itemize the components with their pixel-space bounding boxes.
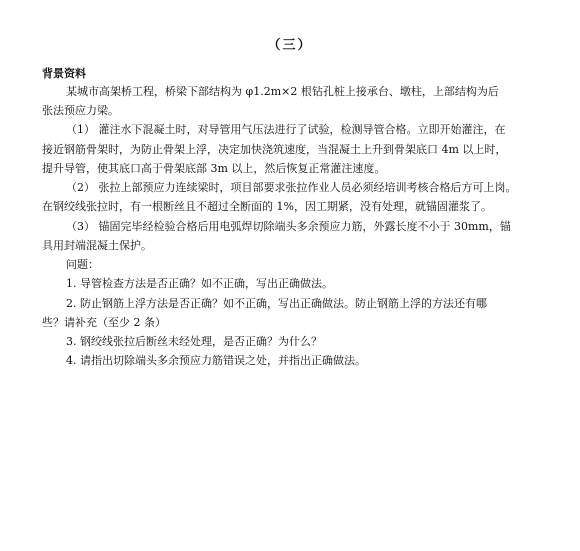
question-line: 3. 钢绞线张拉后断丝未经处理，是否正确？为什么？ (66, 335, 322, 348)
question-line: 2. 防止钢筋上浮方法是否正确？如不正确，写出正确做法。防止钢筋上浮的方法还有哪 (66, 297, 487, 310)
paragraph-line: （2） 张拉上部预应力连续梁时，项目部要求张拉作业人员必须经培训考核合格后方可上岗。 (66, 181, 517, 194)
questions-heading: 问题： (66, 258, 99, 271)
paragraph-line: 接近钢筋骨架时，为防止骨架上浮，决定加快浇筑速度，当混凝土上升到骨架底口 4m 以上时， (42, 143, 507, 156)
paragraph-line: 某城市高架桥工程，桥梁下部结构为 φ1.2m×2 根钻孔桩上接承台、墩柱，上部结构为后 (66, 85, 499, 98)
paragraph-line: 提升导管，使其底口高于骨架底部 3m 以上，然后恢复正常灌注速度。 (42, 162, 386, 175)
paragraph-line: 张法预应力梁。 (42, 104, 119, 117)
paragraph-line: （1） 灌注水下混凝土时，对导管用气压法进行了试验，检测导管合格。立即开始灌注，在 (66, 123, 506, 136)
section-number-title: （三） (267, 38, 313, 53)
paragraph-line: 在钢绞线张拉时，有一根断丝且不超过全断面的 1%，因工期紧，没有处理，就锚固灌浆了。 (42, 200, 492, 213)
question-line: 4. 请指出切除端头多余预应力筋错误之处，并指出正确做法。 (66, 354, 366, 367)
paragraph-line: （3） 锚固完毕经检验合格后用电弧焊切除端头多余预应力筋，外露长度不小于 30mm，锚 (66, 220, 511, 233)
question-line: 1. 导管检查方法是否正确？如不正确，写出正确做法。 (66, 277, 333, 290)
question-line: 些？请补充（至少 2 条） (42, 316, 166, 329)
paragraph-line: 具用封端混凝土保护。 (42, 239, 152, 252)
background-heading: 背景资料 (42, 67, 86, 80)
